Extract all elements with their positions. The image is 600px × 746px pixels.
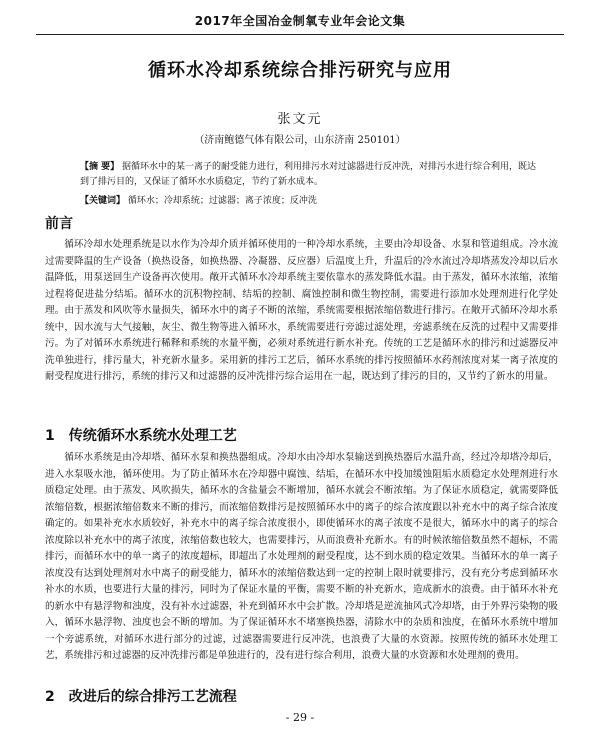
page-number: - 29 - [285, 711, 315, 724]
preface-paragraph: 循环冷却水处理系统是以水作为冷却介质并循环使用的一种冷却水系统，主要由冷却设备、水泵和管道组成。冷水流过需要降温的生产设备（换热设备，如换热器、冷凝器、反应器）后温度上升，升温后的冷水流过冷却塔蒸发冷却以后水温降低，用泵送回生产设备再次使用。敞开式循环水冷却系统主要依靠水的蒸发降低水温。由于蒸发，循环水浓缩，浓缩过程将促进盐分结垢。循环水的沉积物控制、结垢的控制、腐蚀控制和微生物控制，需要进行添加水处理剂进行化学处理。由于蒸发和风吹等水量损失，循环水中的离子不断的浓缩，系统需要根据浓缩倍数进行排污。在敞开式循环冷却水系统中，因水流与大气接触，灰尘、微生物等进入循环水，系统需要进行旁滤过滤处理，旁滤系统在反洗的过程中又需要排污。为了对循环水系统进行稀释和系统的水量平衡，必须对系统进行新水补充。传统的工艺是循环水的排污和过滤器反冲洗单独进行，排污量大，补充新水量多。采用新的排污工艺后，循环水系统的排污按照循环水药剂浓度对某一离子浓度的耐受程度进行排污，系统的排污又和过滤器的反冲洗排污综合运用在一起，既达到了排污的目的，又节约了新水的用量。 [45, 239, 558, 382]
keywords-text: 循环水；冷却系统；过滤器；离子浓度；反冲洗 [127, 196, 317, 206]
running-header: 2017年全国冶金制氧专业年会论文集 [194, 14, 406, 28]
section-1-paragraph: 循环水系统是由冷却塔、循环水泵和换热器组成。冷却水由冷却水泵输送到换热器后水温升高，经过冷却塔冷却后，进入水泵吸水池，循环使用。为了防止循环水在冷却器中腐蚀、结垢，在循环水中投加缓蚀阻垢水质稳定水处理剂进行水质稳定处理。由于蒸发、风吹损失，循环水的含盐量会不断增加，循环水就会不断浓缩。为了保证水质稳定，就需要降低浓缩倍数，根据浓缩倍数来不断的排污，而浓缩倍数排污是按照循环水中的离子的综合浓度跟以补充水中的离子综合浓度确定的。如果补充水水质较好，补充水中的离子综合浓度很小，即使循环水的离子浓度不是很大，循环水中的离子的综合浓度除以补充水中的离子浓度，浓缩倍数也较大，也需要排污，从而浪费补充新水。有的时候浓缩倍数虽然不超标，不需排污，而循环水中的单一离子的浓度超标，即超出了水处理剂的耐受程度，达不到水质的稳定效果。当循环水的单一离子浓度没有达到处理剂对水中离子的耐受能力，循环水的浓缩倍数达到一定的控制上限时就要排污，没有充分考虑到循环水补水的水质，也要进行大量的排污，同时为了保证水量的平衡，需要不断的补充新水，造成新水的浪费。由于循环水补充的新水中有悬浮物和浊度，没有补水过滤器，补充到循环水中会扩散。冷却塔是逆流抽风式冷却塔，由于外界污染物的吸入，循环水悬浮物、浊度也会不断的增加。为了保证循环水不堵塞换热器，清除水中的杂质和浊度，在循环水系统中增加一个旁滤系统，对循环水进行部分的过滤，过滤器需要进行反冲洗，也浪费了大量的水资源。按照传统的循环水处理工艺，系统排污和过滤器的反冲洗排污都是单独进行的，没有进行综合利用，浪费大量的水资源和水处理剂的费用。 [45, 452, 558, 661]
abstract-text: 据循环水中的某一离子的耐受能力进行，利用排污水对过滤器进行反冲洗，对排污水进行综合利用，既达到了排污目的，又保证了循环水水质稳定，节约了新水成本。 [80, 162, 537, 187]
affiliation: （济南鲍德气体有限公司，山东济南 250101） [194, 135, 406, 146]
paper-title: 循环水冷却系统综合排污研究与应用 [148, 60, 452, 81]
abstract-tag: 【摘 要】 [80, 162, 120, 172]
abstract [80, 160, 540, 190]
author: 张文元 [277, 112, 323, 127]
section-heading-2: 2 改进后的综合排污工艺流程 [45, 689, 237, 705]
keywords [80, 194, 540, 209]
section-heading-preface: 前言 [45, 216, 73, 232]
section-heading-1: 1 传统循环水系统水处理工艺 [45, 428, 237, 444]
keywords-tag: 【关键词】 [80, 196, 126, 206]
header-rule [36, 34, 564, 35]
